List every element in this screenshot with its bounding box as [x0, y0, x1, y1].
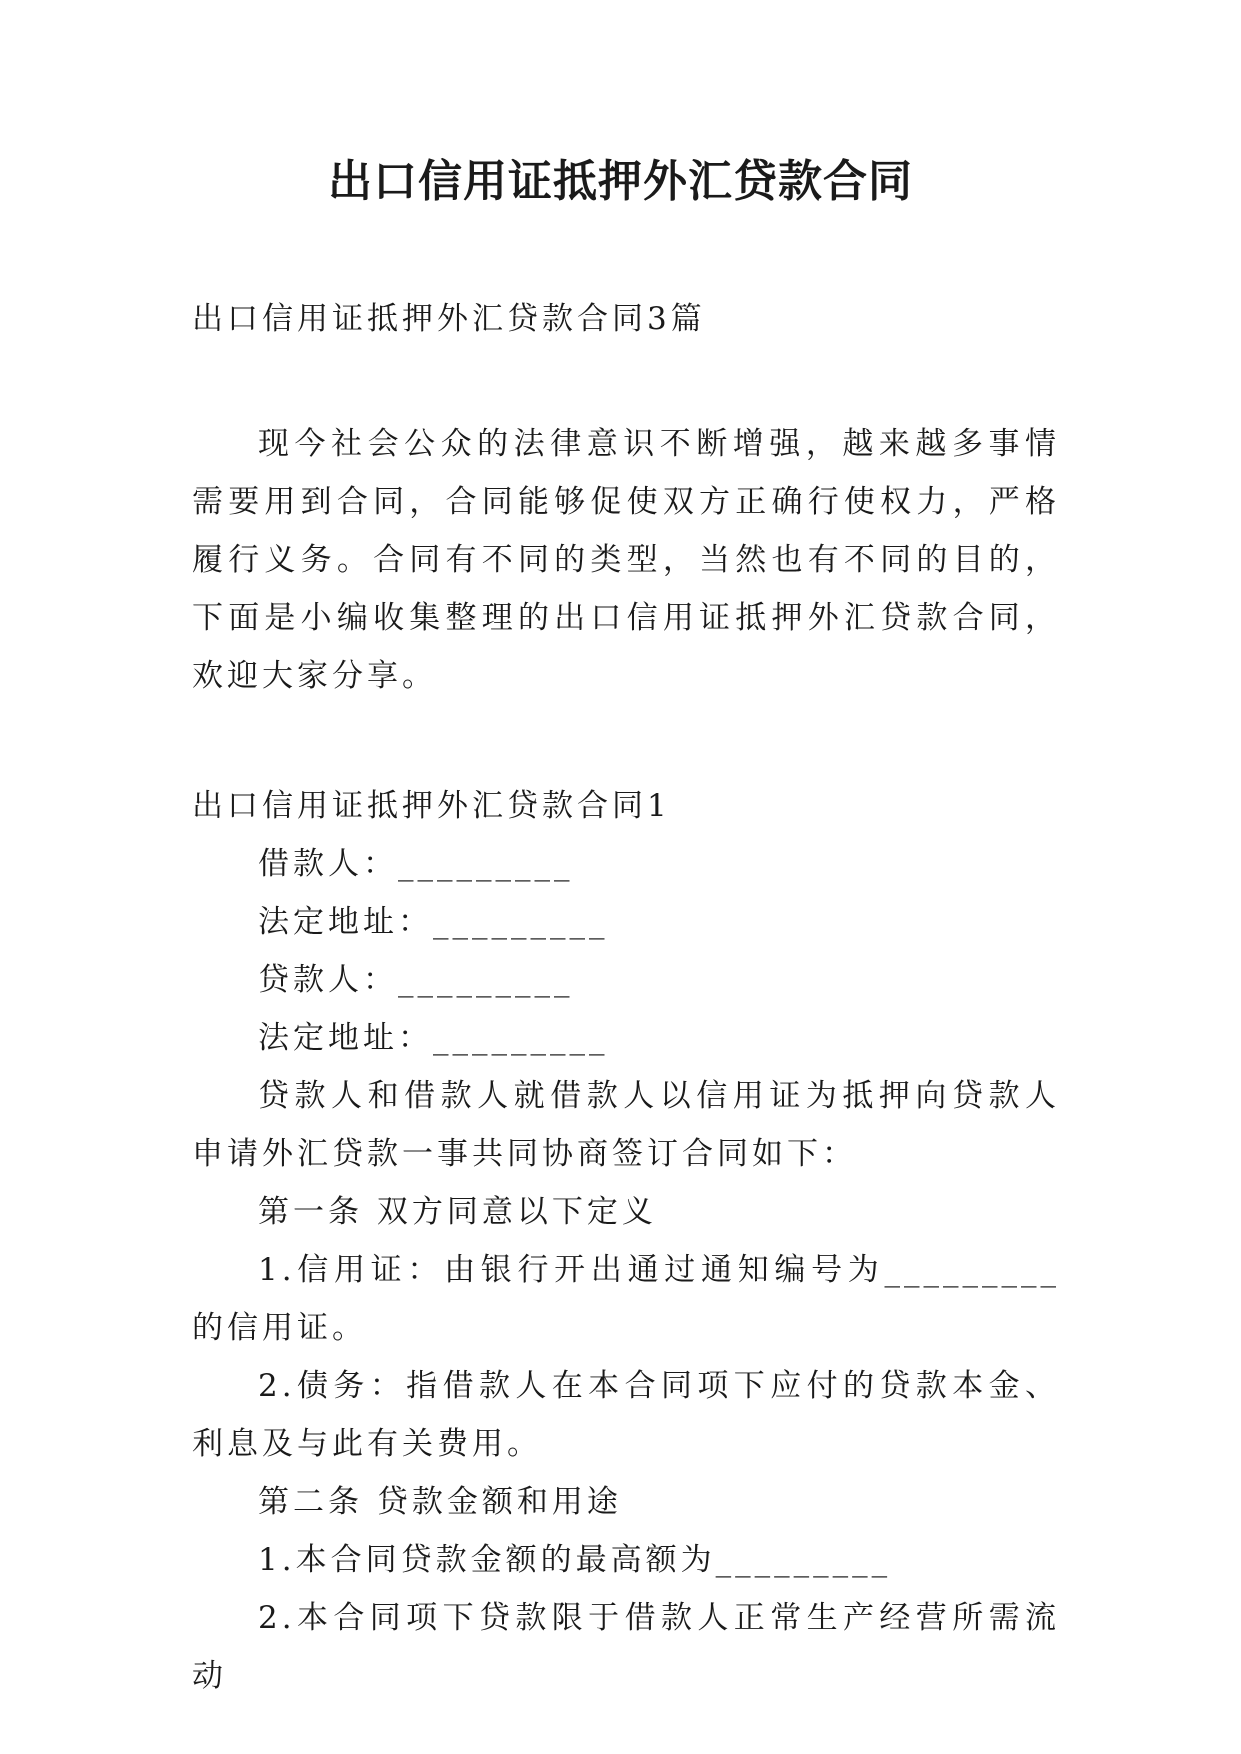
lender-address-line: 法定地址：_________ [258, 1020, 609, 1056]
borrower-address-line: 法定地址：_________ [258, 904, 609, 940]
article2-heading: 第二条 贷款金额和用途 [258, 1484, 622, 1520]
article2-item1: 1.本合同贷款金额的最高额为_________ [258, 1542, 892, 1578]
article1-heading: 第一条 双方同意以下定义 [258, 1194, 657, 1230]
intro-paragraph: 现今社会公众的法律意识不断增强，越来越多事情需要用到合同，合同能够促使双方正确行使权力，严格履行义务。合同有不同的类型，当然也有不同的目的，下面是小编收集整理的出口信用证抵押外汇贷款合同，欢迎大家分享。 [192, 426, 1060, 694]
document-body [192, 290, 1060, 1705]
borrower-line: 借款人：_________ [258, 846, 574, 882]
lender-line: 贷款人：_________ [258, 962, 574, 998]
article1-item1: 1.信用证：由银行开出通过通知编号为_________的信用证。 [192, 1252, 1060, 1346]
article2-item2: 2.本合同项下贷款限于借款人正常生产经营所需流动 [192, 1600, 1060, 1694]
article1-item2: 2.债务：指借款人在本合同项下应付的贷款本金、利息及与此有关费用。 [192, 1368, 1060, 1462]
document-title: 出口信用证抵押外汇贷款合同 [328, 156, 913, 207]
section-heading: 出口信用证抵押外汇贷款合同1 [192, 788, 671, 824]
document-subtitle: 出口信用证抵押外汇贷款合同3篇 [192, 301, 706, 337]
preamble-paragraph: 贷款人和借款人就借款人以信用证为抵押向贷款人申请外汇贷款一事共同协商签订合同如下： [192, 1078, 1060, 1172]
